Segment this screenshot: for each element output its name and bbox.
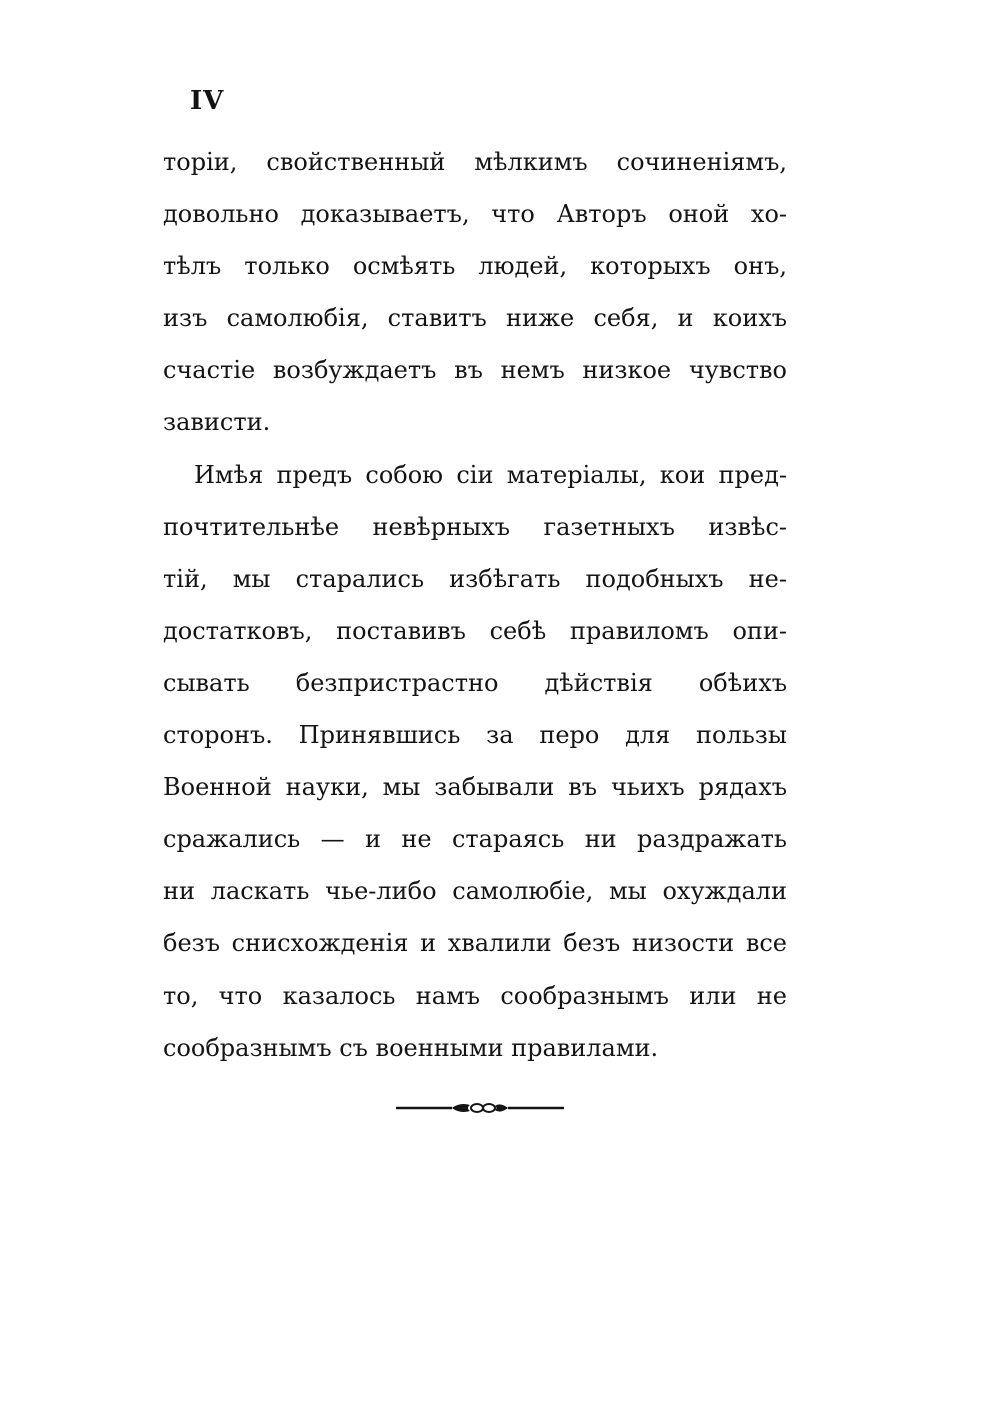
text-line: сообразнымъ съ военными правилами. [163,1033,659,1062]
text-line: достатковъ, поставивъ себѣ правиломъ опи- [163,616,787,645]
text-line: тѣлъ только осмѣять людей, которыхъ онъ, [163,252,787,281]
text-line: тій, мы старались избѣгать подобныхъ не- [163,564,787,593]
text-line: счастіе возбуждаетъ въ немъ низкое чувство [163,356,787,385]
text-line: торіи, свойственный мѣлкимъ сочиненіямъ, [163,148,787,176]
text-line: безъ снисхожденія и хвалили безъ низости все [163,929,787,958]
text-line: сражались — и не стараясь ни раздражать [163,825,787,854]
page-number: IV [190,86,225,116]
text-line: почтительнѣе невѣрныхъ газетныхъ извѣс- [163,512,787,541]
text-line: ни ласкать чье-либо самолюбіе, мы охуждали [163,877,787,906]
text-line: Военной науки, мы забывали въ чьихъ рядахъ [163,773,787,802]
fleuron-divider-icon [394,1100,566,1116]
text-line: сывать безпристрастно дѣйствія обѣихъ [163,668,787,697]
text-line: довольно доказываетъ, что Авторъ оной хо- [163,200,787,229]
text-line: зависти. [163,408,271,437]
text-line: сторонъ. Принявшись за перо для пользы [163,721,787,750]
text-line: то, что казалось намъ сообразнымъ или не [163,981,787,1010]
text-line: Имѣя предъ собою сіи матеріалы, кои пред- [194,460,787,489]
body-text [163,136,787,1074]
text-line: изъ самолюбія, ставитъ ниже себя, и коихъ [163,304,787,333]
